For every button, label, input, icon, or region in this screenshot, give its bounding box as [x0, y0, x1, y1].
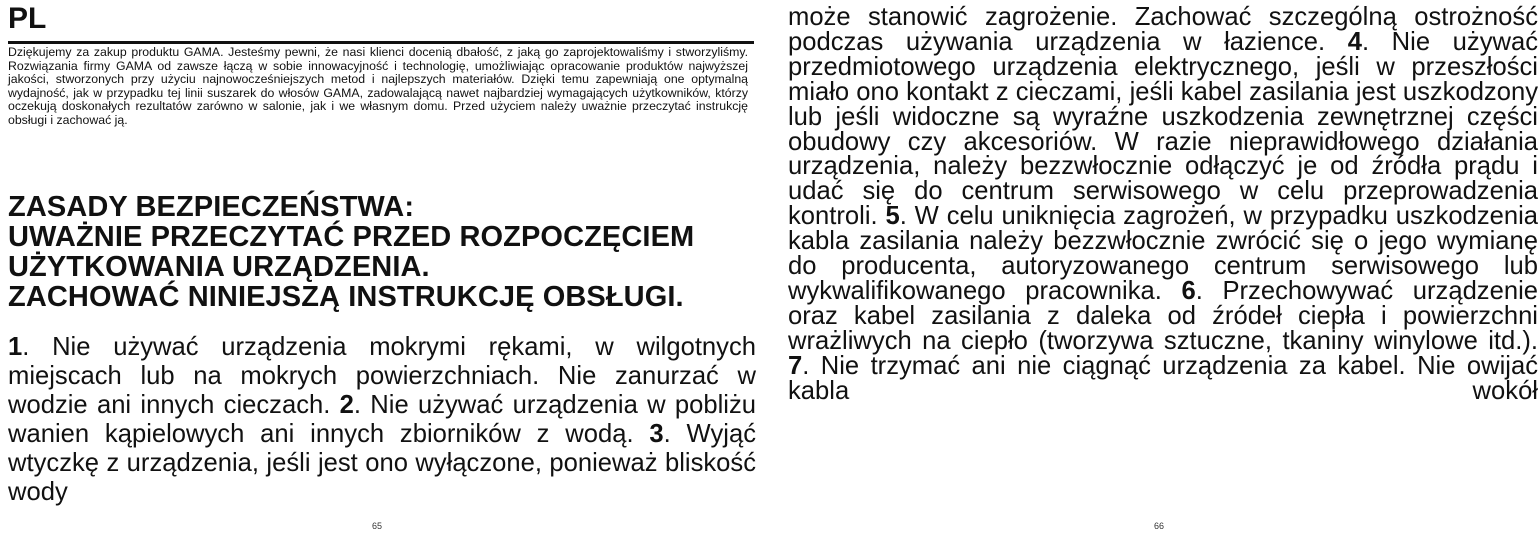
item-text: . Wyjąć wtyczkę z urządzenia, jeśli jest ono wyłączone, ponieważ bliskość wody — [8, 420, 756, 506]
item-number: 5 — [885, 202, 900, 231]
page-number: 65 — [372, 521, 383, 531]
intro-paragraph: Dziękujemy za zakup produktu GAMA. Jesteśmy pewni, że nasi klienci docenią dbałość, z jaką go zaprojektowaliśmy i stworzyliśmy. Rozwiązania firmy GAMA od zawsze łączą w sobie innowacyjność i technologię, umożliwiając opracowanie produktów najwyższej jakości, stworzonych przy użyciu najnowocześniejszych metod i najlepszych materiałów. Dzięki temu zapewniają one optymalną wydajność, jak w przypadku tej linii suszarek do włosów GAMA, zadowalającą nawet najbardziej wymagających użytkowników, którzy oczekują doskonałych rezultatów zarówno w salonie, jak i we własnym domu. Przed użyciem należy uważnie przeczytać instrukcję obsługi i zachować ją. — [8, 45, 748, 127]
safety-heading-line: UŻYTKOWANIA URZĄDZENIA. — [8, 251, 430, 283]
item-number: 4 — [1347, 27, 1362, 56]
safety-heading-line: ZASADY BEZPIECZEŃSTWA: — [8, 191, 415, 223]
safety-heading-line: ZACHOWAĆ NINIEJSZĄ INSTRUKCJĘ OBSŁUGI. — [8, 281, 684, 313]
item-text: . Nie używać urządzenia mokrymi rękami, w wilgotnych miejscach lub na mokrych powierzchniach. Nie zanurzać w wodzie ani innych cieczach. — [8, 333, 756, 419]
language-heading: PL — [8, 2, 47, 35]
item-text: . Nie używać przedmiotowego urządzenia elektrycznego, jeśli w przeszłości miało ono kontakt z cieczami, jeśli kabel zasilania jest uszkodzony lub jeśli widoczne są wyraźne uszkodzenia zewnętrznej części obudowy czy akcesoriów. W razie nieprawidłowego działania urządzenia, należy bezzwłocznie odłączyć je od źródła prądu i udać się do centrum serwisowego w celu przeprowadzenia kontroli. — [788, 27, 1538, 231]
safety-heading — [8, 192, 758, 312]
item-text: . Przechowywać urządzenie oraz kabel zasilania z daleka od źródeł ciepła i powierzchni wrażliwych na ciepło (tworzywa sztuczne, tkaniny winylowe itd.). — [788, 276, 1538, 355]
item-number: 6 — [1181, 276, 1196, 305]
item-number: 2 — [339, 391, 354, 419]
safety-heading-line: UWAŻNIE PRZECZYTAĆ PRZED ROZPOCZĘCIEM — [8, 221, 695, 253]
item-text: . W celu uniknięcia zagrożeń, w przypadku uszkodzenia kabla zasilania należy bezzwłocznie zwrócić się o jego wymianę do producenta, autoryzowanego centrum serwisowego lub wykwalifikowanego pracownika. — [788, 202, 1538, 305]
item-number: 7 — [788, 351, 803, 380]
right-page — [770, 0, 1540, 540]
item-number: 1 — [8, 333, 23, 361]
item-text: . Nie trzymać ani nie ciągnąć urządzenia za kabel. Nie owijać kabla wokół — [788, 351, 1538, 405]
left-page — [0, 0, 760, 540]
item-text: . Nie używać urządzenia w pobliżu wanien kąpielowych ani innych zbiorników z wodą. — [8, 391, 756, 448]
item-text: może stanowić zagrożenie. Zachować szczególną ostrożność podczas używania urządzenia w łazience. — [788, 3, 1538, 56]
item-number: 3 — [649, 420, 664, 448]
heading-rule — [8, 41, 754, 44]
safety-instructions-right — [788, 5, 1538, 404]
page-number: 66 — [1154, 521, 1165, 531]
safety-instructions-left — [8, 333, 756, 507]
